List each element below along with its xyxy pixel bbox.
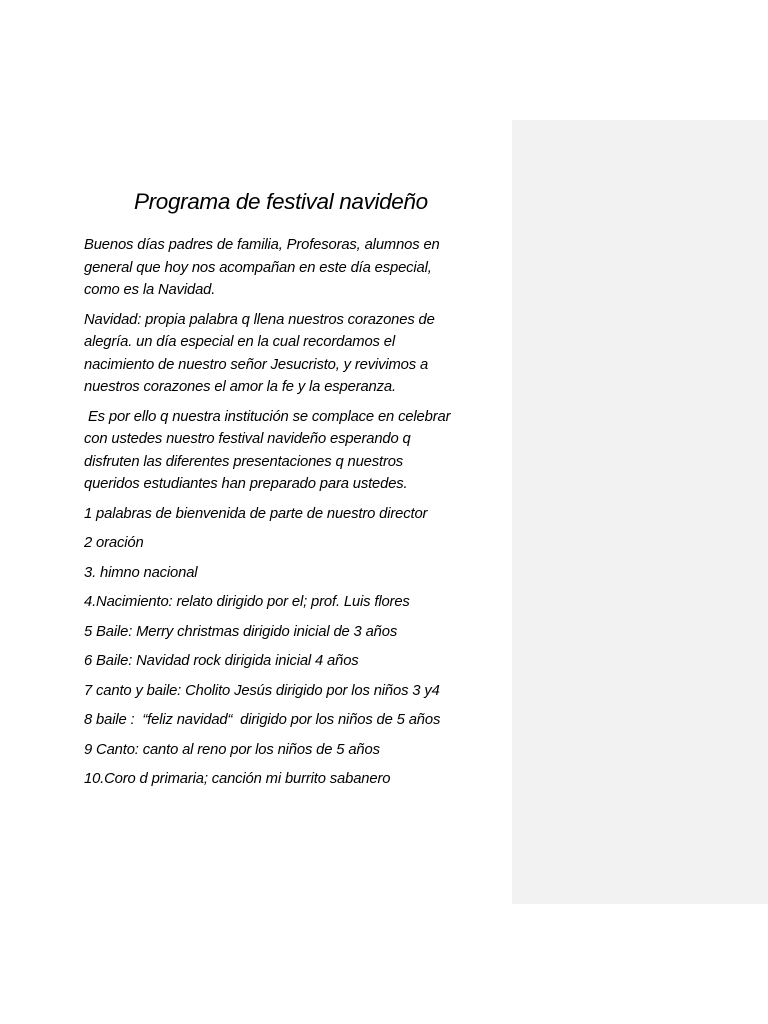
text-line: disfruten las diferentes presentaciones q nuestros [84,453,404,470]
program-item: 9 Canto: canto al reno por los niños de 5 años [84,741,380,758]
document-body [84,186,504,798]
paragraph-navidad [84,309,504,399]
program-item: 1 palabras de bienvenida de parte de nuestro director [84,505,428,522]
program-item: 6 Baile: Navidad rock dirigida inicial 4 años [84,653,359,669]
program-item: 8 baile : “feliz navidad“ dirigido por los niños de 5 años [84,712,441,728]
program-item: 4.Nacimiento: relato dirigido por el; prof. Luis flores [84,594,410,610]
paragraph-greeting [84,234,504,302]
text-line: queridos estudiantes han preparado para ustedes. [84,476,408,492]
document-title: Programa de festival navideño [134,189,428,214]
program-item: 7 canto y baile: Cholito Jesús dirigido por los niños 3 y4 [84,682,440,699]
text-line: alegría. un día especial en la cual recordamos el [84,334,395,350]
paragraph-institucion [84,406,504,496]
text-line: nuestros corazones el amor la fe y la esperanza. [84,379,396,395]
text-line: general que hoy nos acompañan en este día especial, [84,259,432,276]
program-item: 2 oración [84,535,144,551]
program-item: 5 Baile: Merry christmas dirigido inicial de 3 años [84,623,398,640]
text-line: con ustedes nuestro festival navideño esperando q [84,431,411,447]
program-item: 3. himno nacional [84,564,198,581]
text-line: nacimiento de nuestro señor Jesucristo, y revivimos a [84,356,429,373]
text-line: Navidad: propia palabra q llena nuestros corazones de [84,311,435,328]
text-line: como es la Navidad. [84,282,216,298]
program-list [84,503,504,791]
comment-pane [512,120,768,904]
program-item: 10.Coro d primaria; canción mi burrito sabanero [84,771,391,787]
text-line: Es por ello q nuestra institución se complace en celebrar [84,408,451,425]
text-line: Buenos días padres de familia, Profesoras, alumnos en [84,237,440,253]
